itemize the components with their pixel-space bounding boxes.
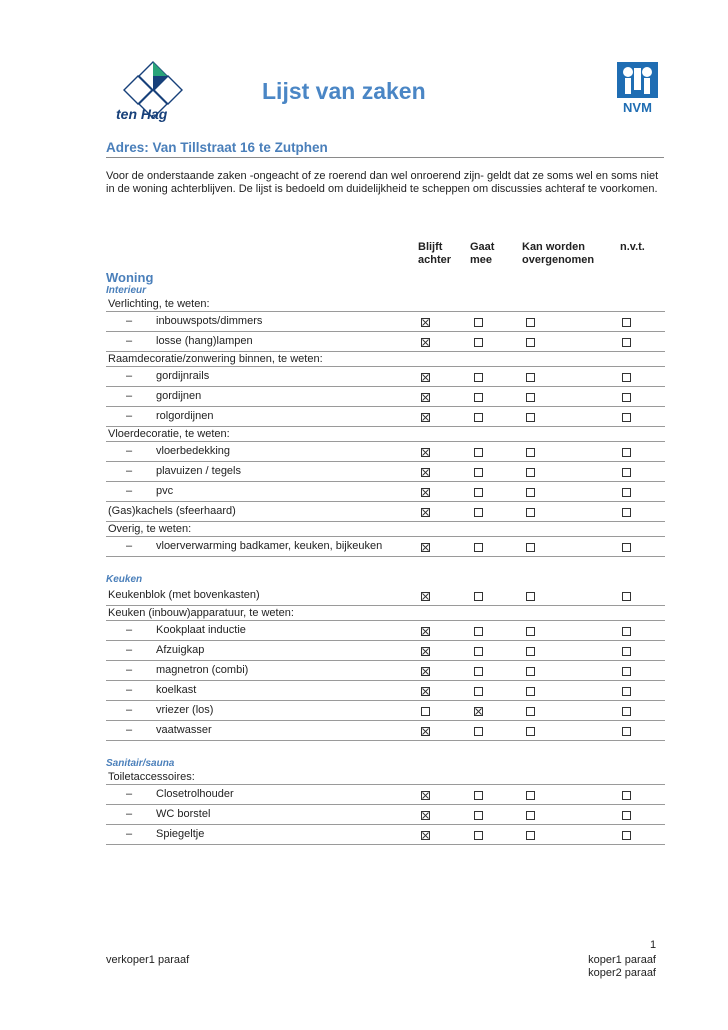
row-label [126, 390, 201, 402]
section-spacer [106, 741, 665, 758]
row-label [126, 808, 210, 820]
dash-bullet: – [126, 370, 133, 382]
group-row [106, 770, 665, 785]
dash-bullet: – [126, 390, 133, 402]
checkbox-nvt[interactable] [622, 831, 631, 840]
checkmark-x-icon [422, 628, 429, 635]
buyer2-initials-label: koper2 paraaf [588, 967, 656, 979]
checklist-row [106, 805, 665, 825]
dash-bullet: – [126, 704, 133, 716]
dash-bullet: – [126, 465, 133, 477]
checklist-row [106, 407, 665, 427]
row-label-text: Keuken (inbouw)apparatuur, te weten: [108, 607, 294, 619]
checkbox-blijft-achter-checked[interactable] [421, 647, 430, 656]
checkbox-blijft-achter-checked[interactable] [421, 592, 430, 601]
checkbox-gaat-mee[interactable] [474, 543, 483, 552]
section-subtitle: Interieur [106, 285, 147, 296]
row-label-text: inbouwspots/dimmers [156, 315, 263, 327]
checkbox-nvt[interactable] [622, 791, 631, 800]
checkmark-x-icon [422, 319, 429, 326]
group-row [106, 606, 665, 621]
checkbox-nvt[interactable] [622, 508, 631, 517]
checkbox-gaat-mee[interactable] [474, 687, 483, 696]
checkbox-kan-worden-overgenomen[interactable] [526, 791, 535, 800]
checkmark-x-icon [422, 832, 429, 839]
dash-bullet: – [126, 788, 133, 800]
checkbox-nvt[interactable] [622, 413, 631, 422]
checkmark-x-icon [422, 593, 429, 600]
checkbox-kan-worden-overgenomen[interactable] [526, 727, 535, 736]
checkbox-gaat-mee[interactable] [474, 727, 483, 736]
checkbox-kan-worden-overgenomen[interactable] [526, 707, 535, 716]
row-label-text: Toiletaccessoires: [108, 771, 195, 783]
col-header-line: Blijft [418, 241, 443, 253]
checkbox-blijft-achter-checked[interactable] [421, 393, 430, 402]
checkbox-nvt[interactable] [622, 647, 631, 656]
dash-bullet: – [126, 724, 133, 736]
checkbox-blijft-achter-checked[interactable] [421, 831, 430, 840]
row-label [108, 771, 195, 783]
col-header-line: overgenomen [522, 254, 595, 266]
row-label-text: WC borstel [156, 808, 211, 820]
dash-bullet: – [126, 335, 133, 347]
group-row [106, 427, 665, 442]
checkmark-x-icon [422, 544, 429, 551]
row-label-text: Verlichting, te weten: [108, 298, 210, 310]
dash-bullet: – [126, 315, 133, 327]
checkbox-kan-worden-overgenomen[interactable] [526, 468, 535, 477]
dash-bullet: – [126, 624, 133, 636]
checkbox-gaat-mee[interactable] [474, 318, 483, 327]
checkbox-kan-worden-overgenomen[interactable] [526, 393, 535, 402]
dash-bullet: – [126, 644, 133, 656]
row-label [108, 505, 236, 517]
row-label-text: vloerbedekking [156, 445, 230, 457]
checkmark-x-icon [422, 688, 429, 695]
checklist-row [106, 462, 665, 482]
row-label [126, 724, 212, 736]
group-row [106, 297, 665, 312]
checkbox-gaat-mee[interactable] [474, 627, 483, 636]
checkbox-nvt[interactable] [622, 373, 631, 382]
row-label-text: pvc [156, 485, 174, 497]
checkmark-x-icon [422, 728, 429, 735]
checkbox-gaat-mee[interactable] [474, 831, 483, 840]
checkbox-nvt[interactable] [622, 811, 631, 820]
checkbox-kan-worden-overgenomen[interactable] [526, 667, 535, 676]
row-label-text: Spiegeltje [156, 828, 205, 840]
checkbox-gaat-mee[interactable] [474, 488, 483, 497]
checkmark-x-icon [475, 708, 482, 715]
checkbox-gaat-mee-checked[interactable] [474, 707, 483, 716]
checkbox-kan-worden-overgenomen[interactable] [526, 592, 535, 601]
row-label-text: vaatwasser [156, 724, 212, 736]
checkbox-kan-worden-overgenomen[interactable] [526, 318, 535, 327]
dash-bullet: – [126, 684, 133, 696]
checklist-row [106, 681, 665, 701]
row-label [126, 335, 253, 347]
row-label-text: koelkast [156, 684, 197, 696]
section-title: Woning [106, 270, 154, 285]
checkbox-blijft-achter-checked[interactable] [421, 373, 430, 382]
checkbox-blijft-achter-checked[interactable] [421, 448, 430, 457]
checkbox-nvt[interactable] [622, 448, 631, 457]
row-label [108, 353, 323, 365]
checkbox-gaat-mee[interactable] [474, 647, 483, 656]
checkbox-kan-worden-overgenomen[interactable] [526, 508, 535, 517]
checkbox-blijft-achter-checked[interactable] [421, 468, 430, 477]
buyer1-initials-label: koper1 paraaf [588, 954, 656, 966]
divider [106, 157, 664, 158]
row-label-text: losse (hang)lampen [156, 335, 253, 347]
checkbox-blijft-achter[interactable] [421, 707, 430, 716]
checkbox-kan-worden-overgenomen[interactable] [526, 448, 535, 457]
checkmark-x-icon [422, 792, 429, 799]
checkbox-nvt[interactable] [622, 488, 631, 497]
checklist-row [106, 701, 665, 721]
row-label [126, 370, 209, 382]
col-header-kan-worden-overgenomen [522, 241, 612, 267]
row-label [126, 465, 241, 477]
checkbox-blijft-achter-checked[interactable] [421, 543, 430, 552]
checklist-row [106, 661, 665, 681]
checkbox-kan-worden-overgenomen[interactable] [526, 413, 535, 422]
section-spacer [106, 557, 665, 574]
row-label-text: Raamdecoratie/zonwering binnen, te weten: [108, 353, 323, 365]
checklist-row [106, 502, 665, 522]
checkbox-kan-worden-overgenomen[interactable] [526, 647, 535, 656]
col-header-line: achter [418, 254, 452, 266]
row-label-text: rolgordijnen [156, 410, 214, 422]
row-label [126, 410, 213, 422]
checkbox-nvt[interactable] [622, 592, 631, 601]
checkbox-nvt[interactable] [622, 318, 631, 327]
checkbox-nvt[interactable] [622, 543, 631, 552]
row-label [126, 788, 234, 800]
row-label-text: Overig, te weten: [108, 523, 192, 535]
checkbox-blijft-achter-checked[interactable] [421, 667, 430, 676]
checklist-row [106, 332, 665, 352]
group-row [106, 522, 665, 537]
checklist-row [106, 621, 665, 641]
checklist-row [106, 387, 665, 407]
checkbox-nvt[interactable] [622, 338, 631, 347]
checkbox-gaat-mee[interactable] [474, 413, 483, 422]
checkmark-x-icon [422, 648, 429, 655]
row-label-text: Keukenblok (met bovenkasten) [108, 589, 260, 601]
ten-hag-logo-text: ten Hag [116, 106, 168, 122]
checklist-row [106, 721, 665, 741]
checkbox-gaat-mee[interactable] [474, 448, 483, 457]
intro-paragraph: Voor de onderstaande zaken -ongeacht of ze roerend dan wel onroerend zijn- geldt dat ze soms wel en soms niet in de woning achterblijven. De lijst is bedoeld om duidelijkheid te scheppen om discussies achteraf te voorkomen. [106, 170, 659, 195]
row-label [126, 485, 173, 497]
checkbox-gaat-mee[interactable] [474, 791, 483, 800]
row-label [108, 589, 260, 601]
checkbox-gaat-mee[interactable] [474, 373, 483, 382]
dash-bullet: – [126, 445, 133, 457]
row-label [126, 664, 248, 676]
checklist-row [106, 641, 665, 661]
row-label [108, 298, 210, 310]
dash-bullet: – [126, 828, 133, 840]
checkbox-blijft-achter-checked[interactable] [421, 687, 430, 696]
address-heading: Adres: Van Tillstraat 16 te Zutphen [106, 140, 328, 155]
checkbox-kan-worden-overgenomen[interactable] [526, 627, 535, 636]
col-header-gaat-mee [470, 241, 510, 267]
checkbox-nvt[interactable] [622, 667, 631, 676]
row-label [126, 644, 204, 656]
checkbox-kan-worden-overgenomen[interactable] [526, 811, 535, 820]
row-label-text: gordijnrails [156, 370, 210, 382]
row-label-text: Closetrolhouder [156, 788, 234, 800]
checkbox-kan-worden-overgenomen[interactable] [526, 488, 535, 497]
row-label [126, 445, 230, 457]
checkbox-gaat-mee[interactable] [474, 592, 483, 601]
checkbox-nvt[interactable] [622, 687, 631, 696]
nvm-logo-icon [615, 60, 660, 116]
row-label [126, 315, 262, 327]
checkbox-nvt[interactable] [622, 393, 631, 402]
checkmark-x-icon [422, 374, 429, 381]
section-subtitle: Sanitair/sauna [106, 758, 175, 769]
row-label-text: gordijnen [156, 390, 202, 402]
row-label [126, 540, 382, 552]
checkmark-x-icon [422, 509, 429, 516]
nvm-logo-text: NVM [623, 100, 652, 115]
col-header-nvt: n.v.t. [620, 241, 645, 253]
checkmark-x-icon [422, 489, 429, 496]
checkbox-kan-worden-overgenomen[interactable] [526, 338, 535, 347]
page-title: Lijst van zaken [262, 78, 426, 104]
row-label-text: plavuizen / tegels [156, 465, 241, 477]
row-label-text: vloerverwarming badkamer, keuken, bijkeuken [156, 540, 383, 552]
col-header-blijft-achter [418, 241, 458, 267]
col-header-line: mee [470, 254, 493, 266]
checkmark-x-icon [422, 339, 429, 346]
checkbox-kan-worden-overgenomen[interactable] [526, 831, 535, 840]
row-label-text: Kookplaat inductie [156, 624, 246, 636]
dash-bullet: – [126, 485, 133, 497]
col-header-line: Gaat [470, 241, 495, 253]
checkbox-gaat-mee[interactable] [474, 338, 483, 347]
dash-bullet: – [126, 808, 133, 820]
row-label [126, 624, 246, 636]
checkbox-gaat-mee[interactable] [474, 393, 483, 402]
checklist-row [106, 785, 665, 805]
checkmark-x-icon [422, 812, 429, 819]
checkbox-nvt[interactable] [622, 627, 631, 636]
checkbox-gaat-mee[interactable] [474, 667, 483, 676]
dash-bullet: – [126, 664, 133, 676]
row-label [126, 684, 196, 696]
checkbox-blijft-achter-checked[interactable] [421, 727, 430, 736]
checkmark-x-icon [422, 449, 429, 456]
checkbox-blijft-achter-checked[interactable] [421, 791, 430, 800]
checkbox-kan-worden-overgenomen[interactable] [526, 373, 535, 382]
checkmark-x-icon [422, 394, 429, 401]
row-label-text: vriezer (los) [156, 704, 214, 716]
row-label [126, 828, 204, 840]
row-label [108, 523, 191, 535]
checklist-row [106, 442, 665, 462]
row-label-text: magnetron (combi) [156, 664, 249, 676]
dash-bullet: – [126, 410, 133, 422]
page-number: 1 [650, 939, 657, 951]
checklist-row [106, 482, 665, 502]
group-row [106, 352, 665, 367]
dash-bullet: – [126, 540, 133, 552]
row-label [108, 428, 230, 440]
row-label [126, 704, 213, 716]
checkbox-blijft-achter-checked[interactable] [421, 508, 430, 517]
checkbox-gaat-mee[interactable] [474, 468, 483, 477]
checklist-row [106, 367, 665, 387]
seller-initials-label: verkoper1 paraaf [106, 954, 190, 966]
checklist-row [106, 312, 665, 332]
checkbox-nvt[interactable] [622, 707, 631, 716]
checkbox-blijft-achter-checked[interactable] [421, 488, 430, 497]
row-label [108, 607, 294, 619]
checkbox-nvt[interactable] [622, 468, 631, 477]
checkbox-blijft-achter-checked[interactable] [421, 338, 430, 347]
checkbox-kan-worden-overgenomen[interactable] [526, 543, 535, 552]
checkmark-x-icon [422, 414, 429, 421]
checkbox-blijft-achter-checked[interactable] [421, 811, 430, 820]
checkbox-blijft-achter-checked[interactable] [421, 318, 430, 327]
checklist [106, 270, 665, 845]
checklist-row [106, 586, 665, 606]
checkbox-gaat-mee[interactable] [474, 811, 483, 820]
col-header-line: Kan worden [522, 241, 585, 253]
checklist-row [106, 825, 665, 845]
row-label-text: Vloerdecoratie, te weten: [108, 428, 230, 440]
checkbox-blijft-achter-checked[interactable] [421, 413, 430, 422]
checkbox-blijft-achter-checked[interactable] [421, 627, 430, 636]
checklist-row [106, 537, 665, 557]
row-label-text: (Gas)kachels (sfeerhaard) [108, 505, 236, 517]
checkmark-x-icon [422, 469, 429, 476]
checkbox-gaat-mee[interactable] [474, 508, 483, 517]
row-label-text: Afzuigkap [156, 644, 205, 656]
checkbox-nvt[interactable] [622, 727, 631, 736]
section-subtitle: Keuken [106, 574, 143, 585]
checkmark-x-icon [422, 668, 429, 675]
checkbox-kan-worden-overgenomen[interactable] [526, 687, 535, 696]
